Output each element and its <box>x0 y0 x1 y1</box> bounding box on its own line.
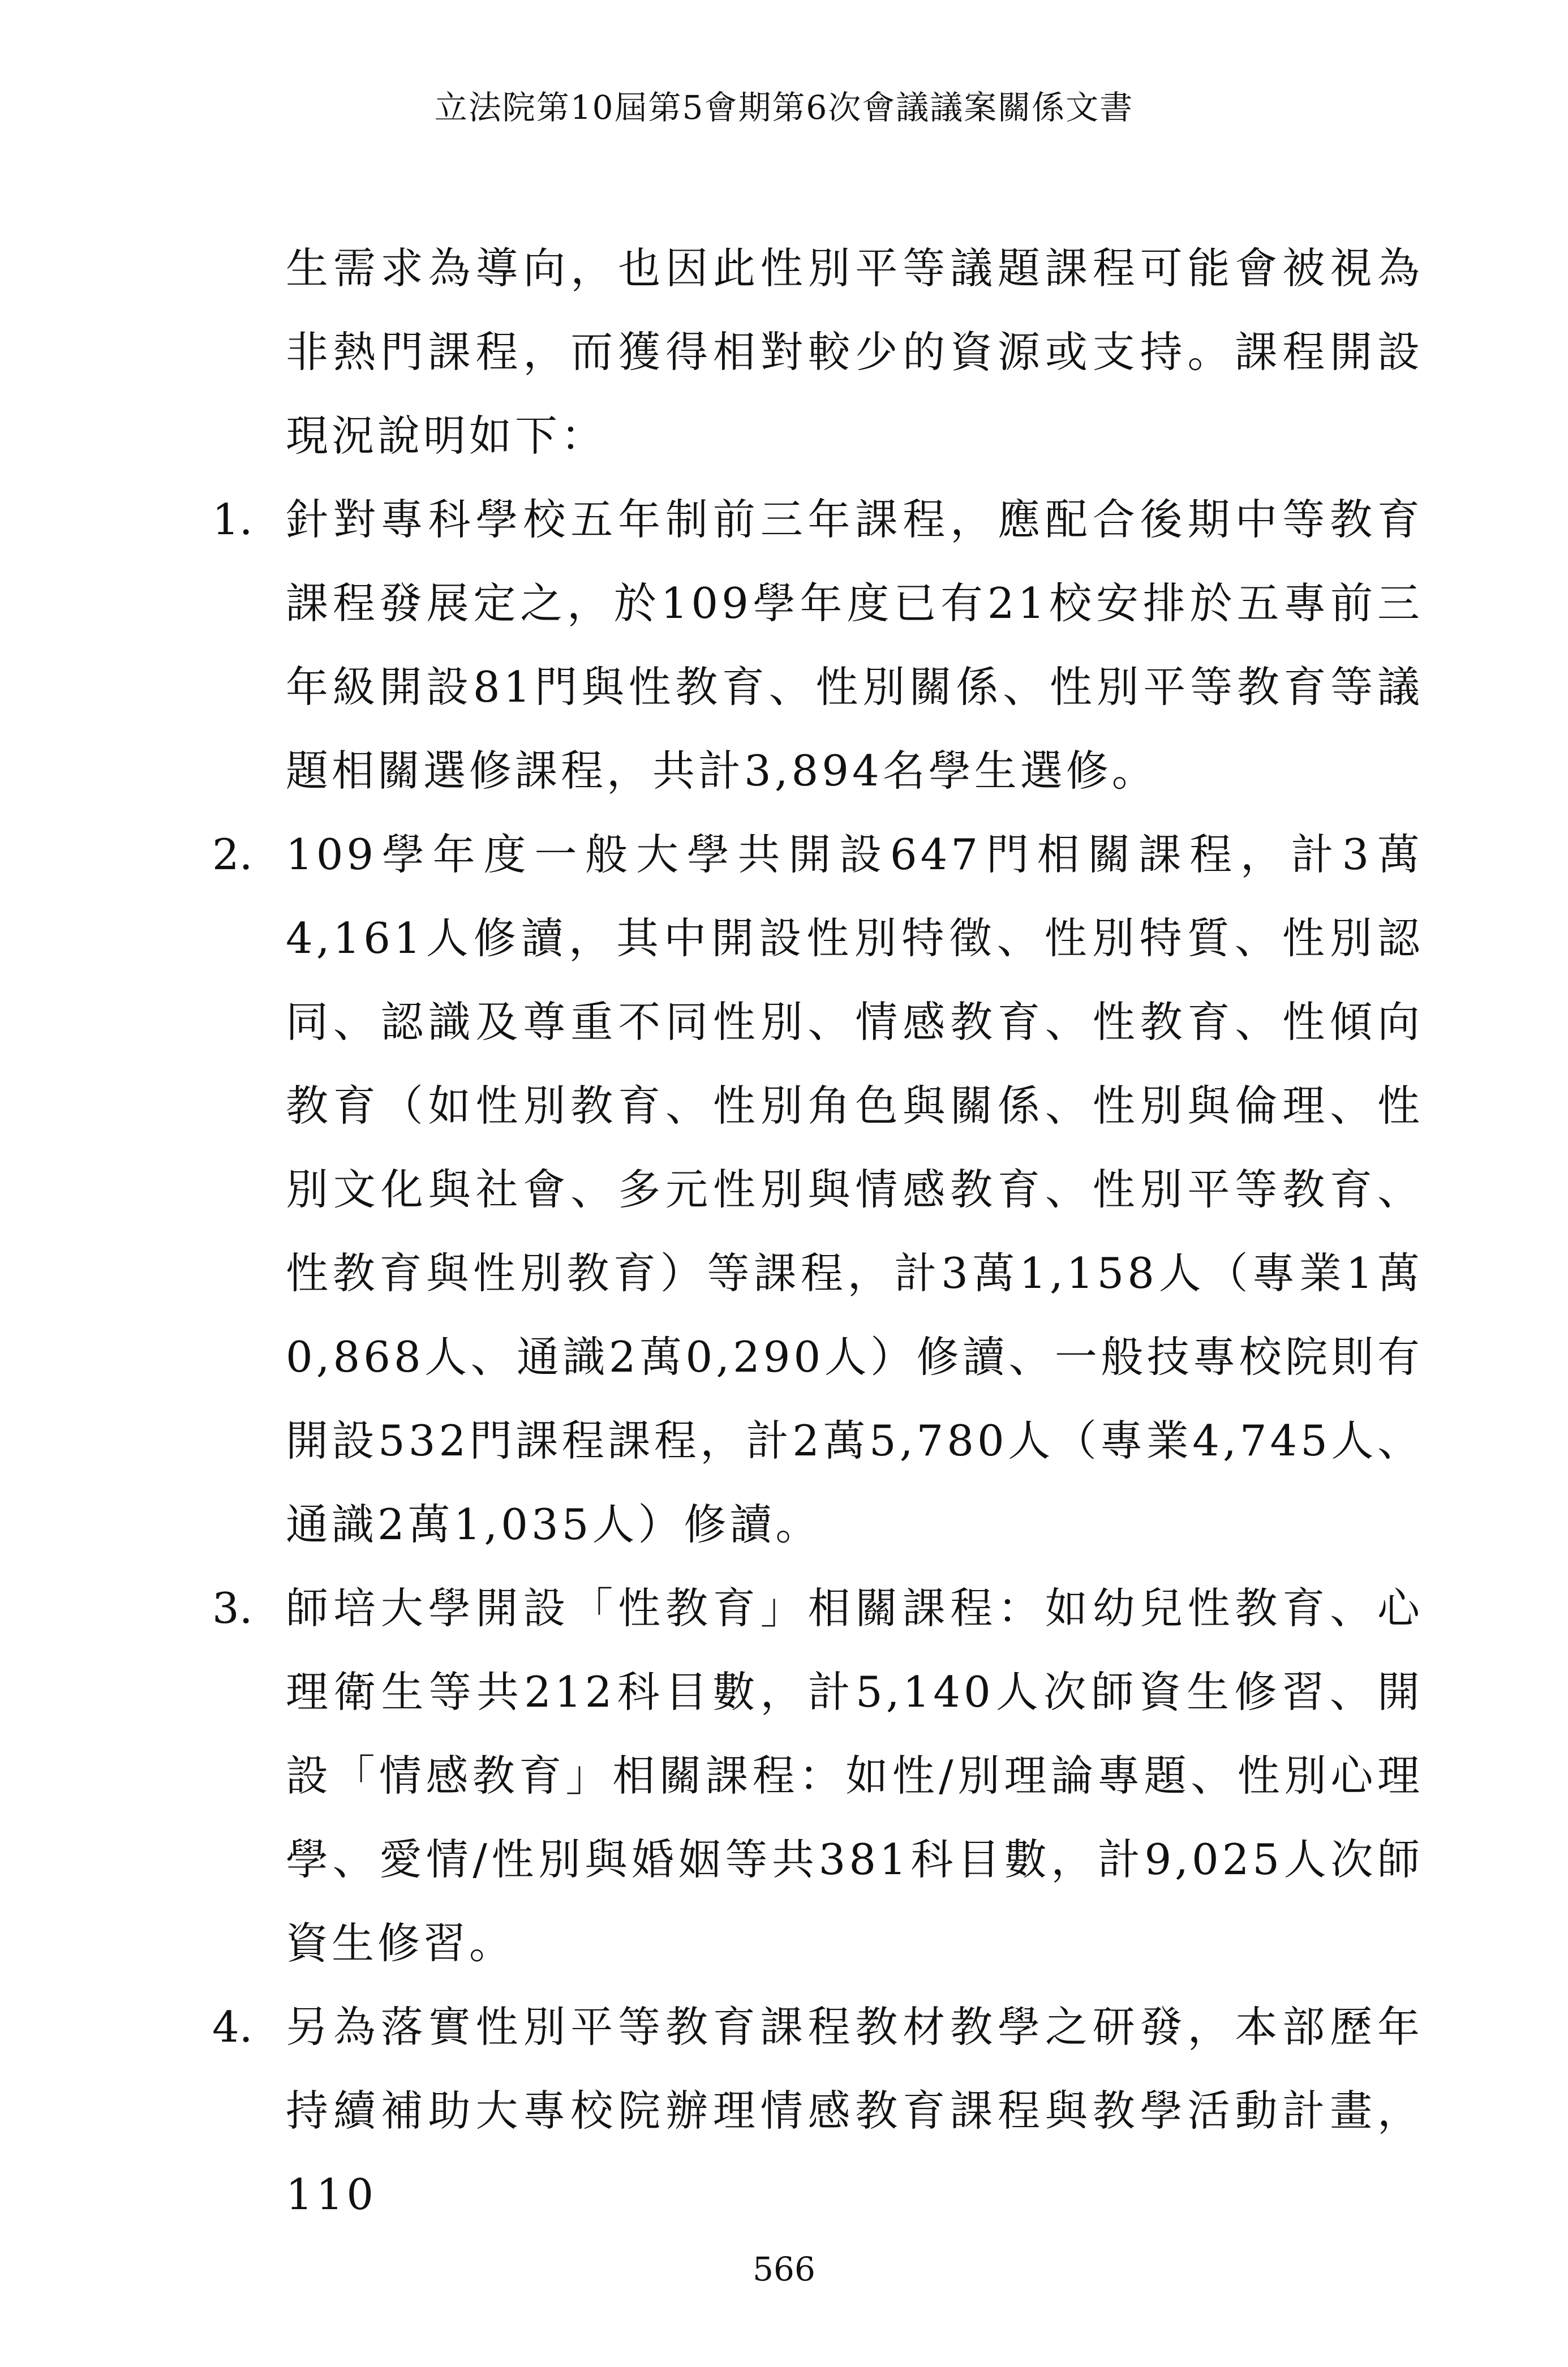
list-item-number: 3. <box>212 1583 253 1633</box>
list-item-text: 109學年度一般大學共開設647門相關課程，計3萬4,161人修讀，其中開設性別特徵、性別特質、性別認同、認識及尊重不同性別、情感教育、性教育、性傾向教育（如性別教育、性別角色與關係、性別與倫理、性別文化與社會、多元性別與情感教育、性別平等教育、性教育與性別教育）等課程，計3萬1,158人（專業1萬0,868人、通識2萬0,290人）修讀、一般技專校院則有開設532門課程課程，計2萬5,780人（專業4,745人、通識2萬1,035人）修讀。 <box>286 830 1423 1549</box>
list-item <box>212 1985 1423 2236</box>
list-item-number: 1. <box>212 495 253 544</box>
list-item <box>212 1566 1423 1985</box>
list-item-text: 針對專科學校五年制前三年課程，應配合後期中等教育課程發展定之，於109學年度已有21校安排於五專前三年級開設81門與性教育、性別關係、性別平等教育等議題相關選修課程，共計3,894名學生選修。 <box>286 495 1423 796</box>
list-item <box>212 478 1423 813</box>
list-item <box>212 813 1423 1566</box>
list-item-text: 師培大學開設「性教育」相關課程：如幼兒性教育、心理衛生等共212科目數，計5,140人次師資生修習、開設「情感教育」相關課程：如性/別理論專題、性別心理學、愛情/性別與婚姻等共381科目數，計9,025人次師資生修習。 <box>286 1583 1423 1968</box>
page-number: 566 <box>753 2250 815 2288</box>
list-item-text: 另為落實性別平等教育課程教材教學之研發，本部歷年持續補助大專校院辦理情感教育課程與教學活動計畫，110 <box>286 2002 1423 2219</box>
list-item-number: 2. <box>212 830 253 879</box>
document-body <box>212 226 1423 2236</box>
document-header: 立法院第10屆第5會期第6次會議議案關係文書 <box>434 88 1134 127</box>
list-item-number: 4. <box>212 2002 253 2052</box>
intro-paragraph: 生需求為導向，也因此性別平等議題課程可能會被視為非熱門課程，而獲得相對較少的資源或支持。課程開設現況說明如下： <box>286 243 1423 461</box>
